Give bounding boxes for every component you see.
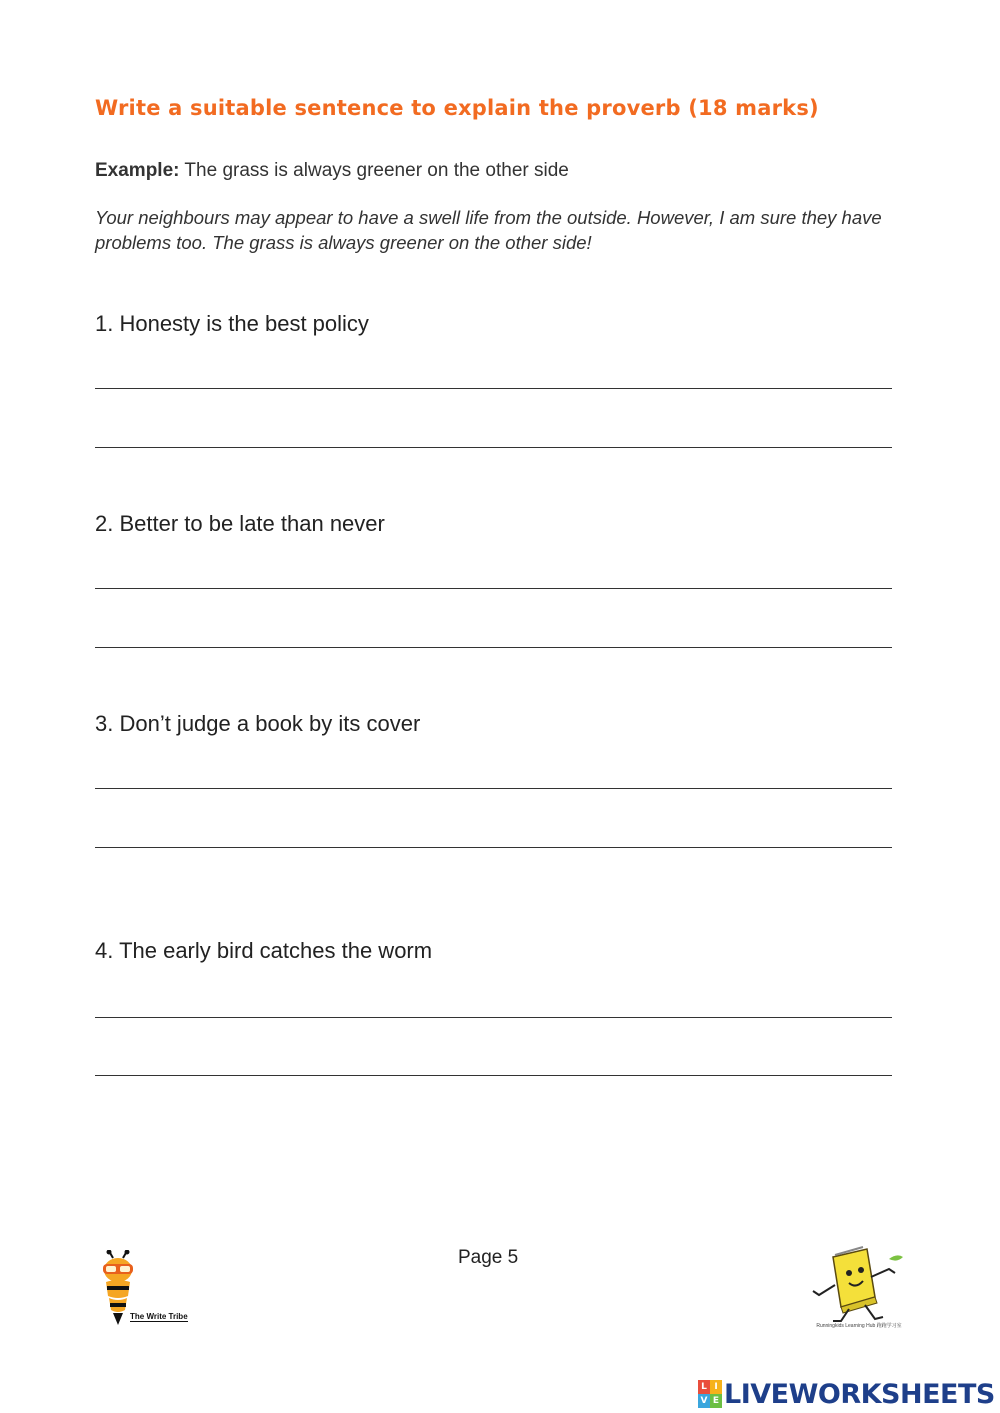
answer-line-3a[interactable]: [95, 788, 892, 789]
question-4: 4. The early bird catches the worm: [95, 938, 433, 963]
example-line: [95, 160, 569, 182]
answer-line-2a[interactable]: [95, 588, 892, 589]
answer-line-4a[interactable]: [95, 1017, 892, 1018]
answer-line-2b[interactable]: [95, 647, 892, 648]
bee-logo-text: The Write Tribe: [130, 1312, 188, 1321]
answer-line-4b[interactable]: [95, 1075, 892, 1076]
answer-line-1a[interactable]: [95, 388, 892, 389]
question-1: 1. Honesty is the best policy: [95, 311, 369, 336]
example-explanation: Your neighbours may appear to have a swell life from the outside. However, I am sure they have problems too. The grass is always greener on the other side!: [95, 207, 882, 253]
running-book-logo-icon: [805, 1245, 910, 1325]
worksheet-title: Write a suitable sentence to explain the proverb (18 marks): [95, 96, 819, 120]
badge-letter-v: V: [698, 1394, 710, 1408]
liveworksheets-badge-icon: [698, 1380, 722, 1408]
badge-letter-e: E: [710, 1394, 722, 1408]
example-proverb: The grass is always greener on the other side: [179, 160, 569, 181]
page-number: Page 5: [458, 1247, 519, 1268]
answer-line-1b[interactable]: [95, 447, 892, 448]
question-2: 2. Better to be late than never: [95, 511, 385, 536]
badge-letter-l: L: [698, 1380, 710, 1394]
running-book-logo-text: Runningkids Learning Hub 跑跑学习室: [816, 1323, 902, 1329]
example-label: Example:: [95, 160, 180, 181]
liveworksheets-watermark[interactable]: [698, 1378, 995, 1410]
liveworksheets-wordmark: LIVEWORKSHEETS: [724, 1378, 995, 1410]
answer-line-3b[interactable]: [95, 847, 892, 848]
badge-letter-i: I: [710, 1380, 722, 1394]
question-3: 3. Don’t judge a book by its cover: [95, 711, 421, 736]
